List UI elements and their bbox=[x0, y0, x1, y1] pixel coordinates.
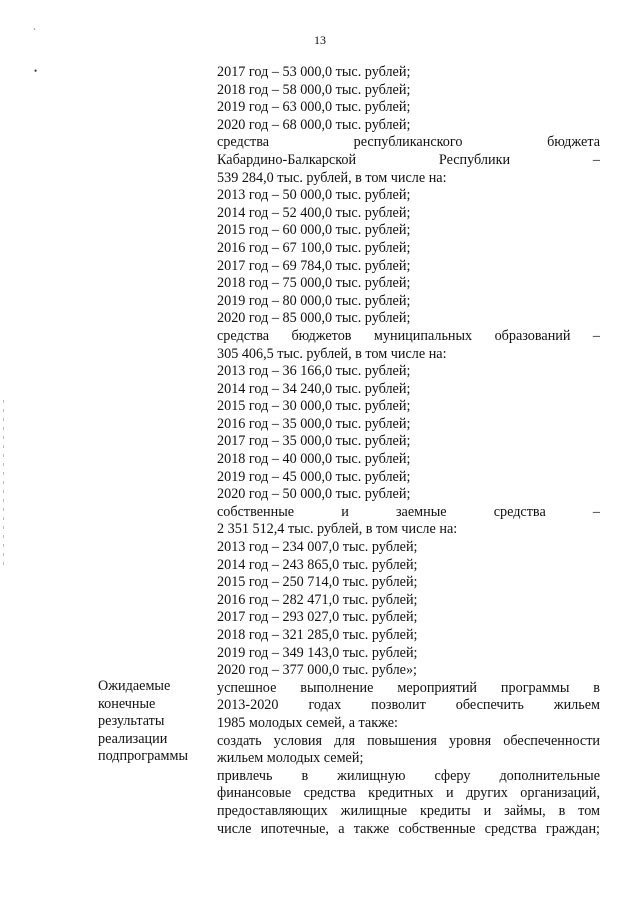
text-line: Кабардино-Балкарской Республики – bbox=[217, 151, 600, 168]
text-line: 2013 год – 234 007,0 тыс. рублей; bbox=[217, 539, 418, 556]
text-line: финансовые средства кредитных и других организаций, bbox=[217, 785, 600, 802]
text-line: 539 284,0 тыс. рублей, в том числе на: bbox=[217, 169, 447, 186]
text-line: 2018 год – 40 000,0 тыс. рублей; bbox=[217, 451, 411, 468]
text-line: 2017 год – 35 000,0 тыс. рублей; bbox=[217, 433, 411, 450]
text-line: 2019 год – 80 000,0 тыс. рублей; bbox=[217, 292, 411, 309]
scan-speck: • bbox=[34, 66, 38, 76]
text-line: 2016 год – 67 100,0 тыс. рублей; bbox=[217, 239, 411, 256]
scan-edge-mark bbox=[3, 400, 4, 570]
text-line: 2020 год – 377 000,0 тыс. рубле»; bbox=[217, 662, 417, 679]
label-line: Ожидаемые bbox=[98, 678, 171, 694]
text-line: 2017 год – 293 027,0 тыс. рублей; bbox=[217, 609, 418, 626]
text-line: 2017 год – 69 784,0 тыс. рублей; bbox=[217, 257, 411, 274]
text-line: 2019 год – 45 000,0 тыс. рублей; bbox=[217, 468, 411, 485]
text-line: предоставляющих жилищные кредиты и займы, в том bbox=[217, 802, 600, 819]
text-line: 2014 год – 34 240,0 тыс. рублей; bbox=[217, 380, 411, 397]
text-line: 2 351 512,4 тыс. рублей, в том числе на: bbox=[217, 521, 458, 538]
text-line: 2013 год – 36 166,0 тыс. рублей; bbox=[217, 363, 411, 380]
text-line: 2014 год – 52 400,0 тыс. рублей; bbox=[217, 204, 411, 221]
text-line: собственные и заемные средства – bbox=[217, 503, 600, 520]
text-line: 2018 год – 321 285,0 тыс. рублей; bbox=[217, 627, 418, 643]
text-line: средства республиканского бюджета bbox=[217, 134, 600, 151]
text-line: средства бюджетов муниципальных образований – bbox=[217, 327, 600, 344]
text-line: 2013 год – 50 000,0 тыс. рублей; bbox=[217, 187, 411, 204]
text-line: привлечь в жилищную сферу дополнительные bbox=[217, 767, 600, 784]
text-line: жильем молодых семей; bbox=[217, 750, 364, 767]
text-line: 1985 молодых семей, а также: bbox=[217, 714, 398, 731]
text-line: 2020 год – 50 000,0 тыс. рублей; bbox=[217, 486, 411, 503]
text-line: создать условия для повышения уровня обеспеченности bbox=[217, 732, 600, 749]
text-line: 2016 год – 282 471,0 тыс. рублей; bbox=[217, 591, 418, 608]
expected-results-label bbox=[98, 678, 210, 766]
text-line: 2014 год – 243 865,0 тыс. рублей; bbox=[217, 556, 418, 573]
text-line: 2016 год – 35 000,0 тыс. рублей; bbox=[217, 415, 411, 432]
text-line: 2018 год – 58 000,0 тыс. рублей; bbox=[217, 81, 411, 98]
text-line: 2015 год – 30 000,0 тыс. рублей; bbox=[217, 398, 411, 415]
text-line: 2019 год – 63 000,0 тыс. рублей; bbox=[217, 99, 411, 116]
scan-speck: ` bbox=[33, 27, 36, 37]
text-line: 2018 год – 75 000,0 тыс. рублей; bbox=[217, 275, 411, 292]
text-line: 305 406,5 тыс. рублей, в том числе на: bbox=[217, 345, 447, 362]
text-line: 2020 год – 68 000,0 тыс. рублей; bbox=[217, 116, 411, 133]
page-number: 13 bbox=[314, 33, 326, 47]
text-line: 2020 год – 85 000,0 тыс. рублей; bbox=[217, 310, 411, 327]
funding-text-column bbox=[217, 64, 600, 838]
label-line: результаты bbox=[98, 713, 165, 730]
text-line: 2015 год – 250 714,0 тыс. рублей; bbox=[217, 574, 418, 591]
text-line: успешное выполнение мероприятий программы в bbox=[217, 679, 600, 696]
text-line: 2019 год – 349 143,0 тыс. рублей; bbox=[217, 644, 418, 661]
label-line: конечные bbox=[98, 695, 156, 712]
text-line: числе ипотечные, а также собственные средства граждан; bbox=[217, 820, 600, 837]
text-line: 2013-2020 годах позволит обеспечить жильем bbox=[217, 697, 600, 714]
text-line: 2017 год – 53 000,0 тыс. рублей; bbox=[217, 64, 411, 80]
text-line: 2015 год – 60 000,0 тыс. рублей; bbox=[217, 222, 411, 239]
label-line: реализации bbox=[98, 730, 168, 747]
label-line: подпрограммы bbox=[98, 748, 188, 765]
